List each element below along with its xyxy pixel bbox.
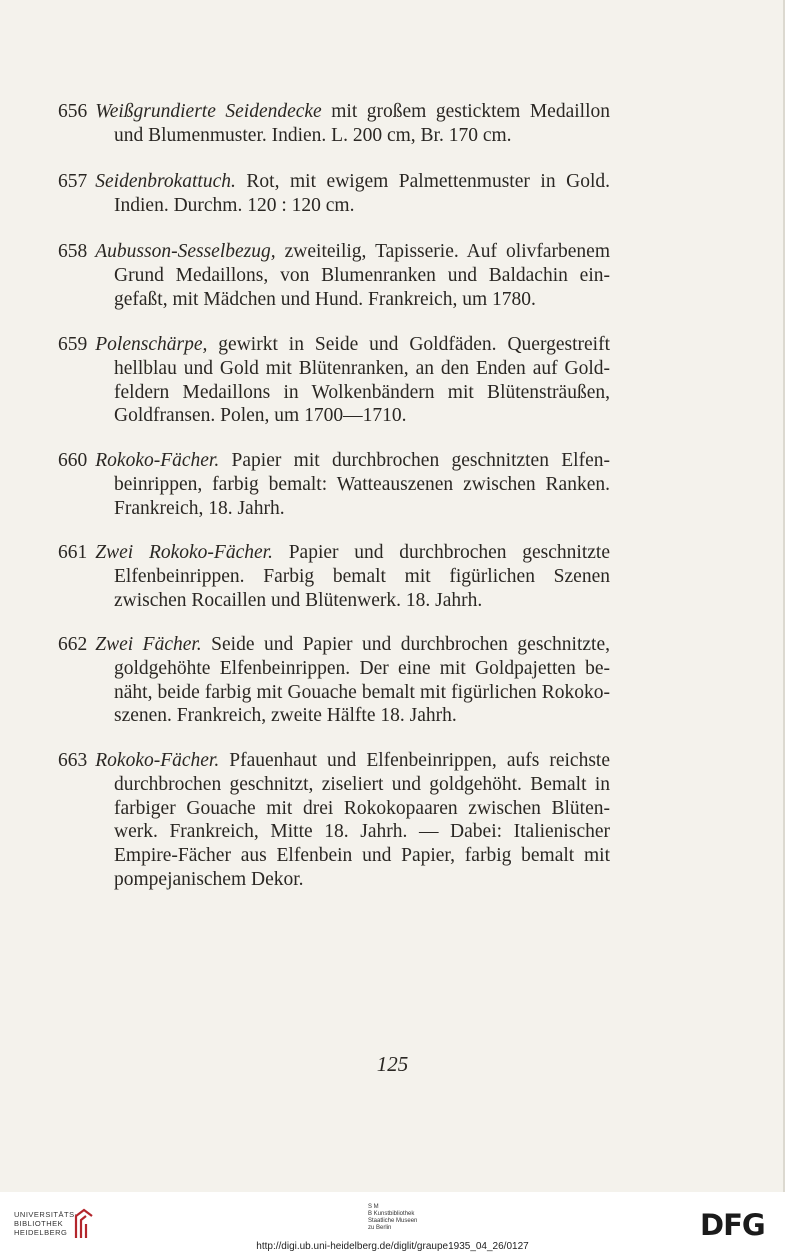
digitization-footer: [0, 1192, 785, 1256]
entry-text: Papier und durchbrochen geschnitzte: [272, 542, 610, 563]
entry-title: Zwei Fächer.: [95, 634, 202, 655]
stamp-line: S M: [368, 1204, 379, 1210]
entry-line: [58, 333, 610, 357]
entry-line: [58, 240, 610, 264]
entry-line: [58, 749, 610, 773]
entry-line: [58, 449, 610, 473]
logo-text-line: BIBLIOTHEK: [14, 1219, 64, 1228]
logo-text-line: UNIVERSITÄTS-: [14, 1210, 78, 1219]
entry-title: Aubusson-Sesselbezug,: [95, 241, 276, 262]
entry-line: farbiger Gouache mit drei Rokokopaaren zwischen Blüten-: [114, 797, 610, 819]
entry-text: Papier mit durchbrochen geschnitzten Elfen-: [219, 450, 610, 471]
entry-title: Weißgrundierte Seidendecke: [95, 101, 322, 122]
entry-line: beinrippen, farbig bemalt: Watteauszenen zwischen Ranken.: [114, 473, 610, 495]
museum-stamp: [368, 1204, 417, 1232]
dfg-logo: DFG: [700, 1208, 765, 1242]
entry-title: Polenschärpe,: [95, 334, 208, 355]
page-number: 125: [376, 1052, 409, 1076]
entry-line: Indien. Durchm. 120 : 120 cm.: [114, 194, 355, 216]
entry-line: [58, 170, 610, 194]
entry-line: goldgehöhte Elfenbeinrippen. Der eine mit Goldpajetten be-: [114, 657, 610, 679]
entry-line: [58, 541, 610, 565]
entry-line: gefaßt, mit Mädchen und Hund. Frankreich, um 1780.: [114, 288, 536, 310]
entry-line: Frankreich, 18. Jahrh.: [114, 497, 285, 519]
entry-text: Rot, mit ewigem Palmettenmuster in Gold.: [235, 171, 610, 192]
catalog-entry: [58, 170, 610, 218]
entry-line: [58, 100, 610, 124]
catalog-entry: [58, 633, 610, 728]
entry-line: feldern Medaillons in Wolkenbändern mit Blütensträußen,: [114, 381, 610, 403]
logo-text-line: HEIDELBERG: [14, 1228, 68, 1237]
entry-line: szenen. Frankreich, zweite Hälfte 18. Jahrh.: [114, 705, 457, 727]
entry-text: zweiteilig, Tapisserie. Auf olivfarbenem: [275, 241, 610, 262]
entry-number: 661: [58, 542, 88, 563]
entry-title: Rokoko-Fächer.: [95, 750, 220, 771]
entry-text: gewirkt in Seide und Goldfäden. Quergestreift: [207, 334, 610, 355]
entry-text: mit großem gesticktem Medaillon: [321, 101, 610, 122]
entry-number: 659: [58, 334, 88, 355]
library-emblem-icon: [72, 1206, 96, 1240]
entry-line: zwischen Rocaillen und Blütenwerk. 18. Jahrh.: [114, 589, 483, 611]
entry-number: 663: [58, 750, 88, 771]
entry-line: Goldfransen. Polen, um 1700—1710.: [114, 405, 407, 427]
entry-number: 658: [58, 241, 88, 262]
entry-line: Elfenbeinrippen. Farbig bemalt mit figürlichen Szenen: [114, 565, 610, 587]
catalog-entry: [58, 749, 610, 892]
stamp-line: Staatliche Museen: [368, 1218, 418, 1224]
entry-line: Empire-Fächer aus Elfenbein und Papier, farbig bemalt mit: [114, 845, 610, 867]
entry-line: [58, 633, 610, 657]
catalog-entry: [58, 449, 610, 520]
entry-text: Pfauenhaut und Elfenbeinrippen, aufs reichste: [219, 750, 610, 771]
entry-line: Grund Medaillons, von Blumenranken und Baldachin ein-: [114, 264, 610, 286]
entry-line: und Blumenmuster. Indien. L. 200 cm, Br. 170 cm.: [114, 124, 512, 146]
catalog-entry: [58, 100, 610, 148]
entry-title: Seidenbrokattuch.: [95, 171, 236, 192]
source-url-link[interactable]: http://digi.ub.uni-heidelberg.de/diglit/graupe1935_04_26/0127: [256, 1241, 529, 1252]
entry-line: pompejanischem Dekor.: [114, 868, 304, 890]
entry-text: Seide und Papier und durchbrochen geschnitzte,: [201, 634, 610, 655]
entry-line: werk. Frankreich, Mitte 18. Jahrh. — Dabei: Italienischer: [114, 821, 610, 843]
entry-number: 657: [58, 171, 88, 192]
catalog-entry: [58, 333, 610, 428]
university-library-logo: [14, 1210, 78, 1237]
entry-line: durchbrochen geschnitzt, ziseliert und goldgehöht. Bemalt in: [114, 773, 610, 795]
entry-title: Zwei Rokoko-Fächer.: [95, 542, 273, 563]
stamp-line: zu Berlin: [368, 1225, 392, 1231]
entry-number: 660: [58, 450, 88, 471]
entry-number: 662: [58, 634, 88, 655]
entry-line: näht, beide farbig mit Gouache bemalt mit figürlichen Rokoko-: [114, 681, 610, 703]
catalog-entry: [58, 541, 610, 612]
catalog-entry: [58, 240, 610, 311]
entry-number: 656: [58, 101, 88, 122]
entry-title: Rokoko-Fächer.: [95, 450, 220, 471]
stamp-line: B Kunstbibliothek: [368, 1211, 415, 1217]
entry-line: hellblau und Gold mit Blütenranken, an den Enden auf Gold-: [114, 357, 610, 379]
